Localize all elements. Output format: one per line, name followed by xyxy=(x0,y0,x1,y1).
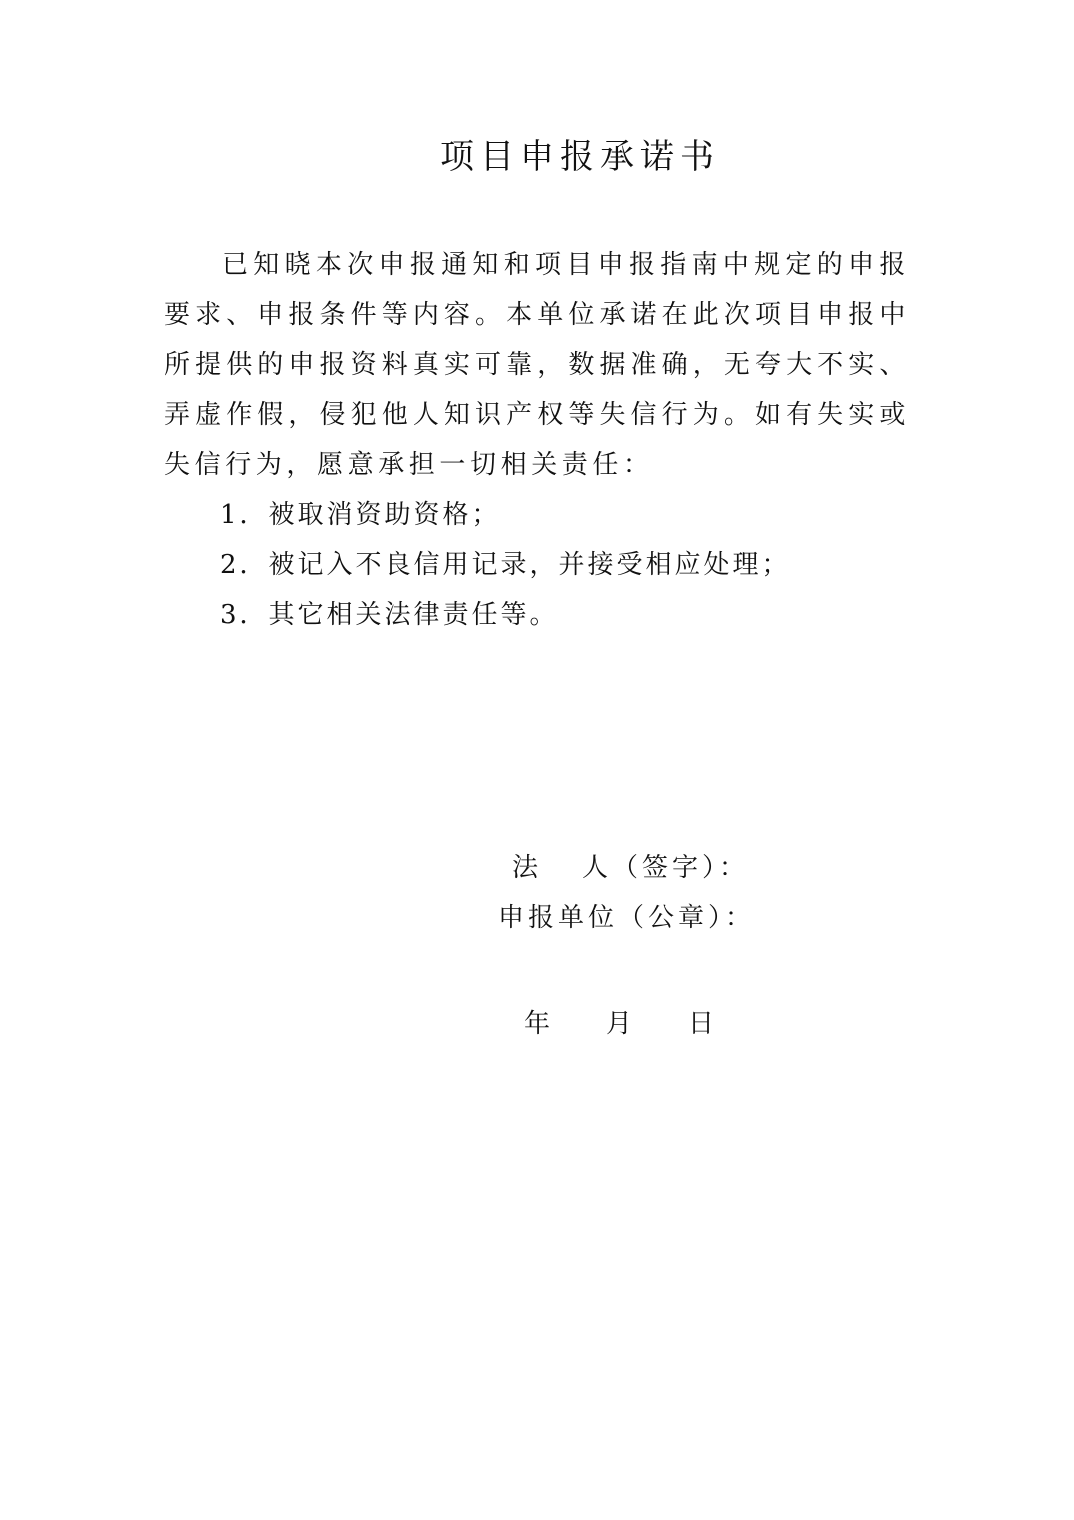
list-item: 2．被记入不良信用记录，并接受相应处理； xyxy=(220,550,791,580)
date-year: 年 xyxy=(524,1009,551,1039)
legal-label-start: 法 xyxy=(512,853,543,883)
consequence-list xyxy=(220,490,910,640)
date-line xyxy=(524,1004,714,1044)
legal-person-signature-line xyxy=(512,848,749,888)
list-item: 3．其它相关法律责任等。 xyxy=(220,600,559,630)
date-month: 月 xyxy=(606,1009,633,1039)
legal-label-end: 人（签字）： xyxy=(582,853,750,883)
list-item: 1．被取消资助资格； xyxy=(220,500,501,530)
document-title: 项目申报承诺书 xyxy=(440,137,720,177)
date-day: 日 xyxy=(688,1009,715,1039)
commitment-text: 已知晓本次申报通知和项目申报指南中规定的申报要求、申报条件等内容。本单位承诺在此次项目申报中所提供的申报资料真实可靠，数据准确，无夸大不实、弄虚作假，侵犯他人知识产权等失信行为。如有失实或失信行为，愿意承担一切相关责任： xyxy=(164,250,910,480)
unit-seal-line: 申报单位（公章）： xyxy=(498,903,756,933)
commitment-paragraph xyxy=(164,240,910,490)
